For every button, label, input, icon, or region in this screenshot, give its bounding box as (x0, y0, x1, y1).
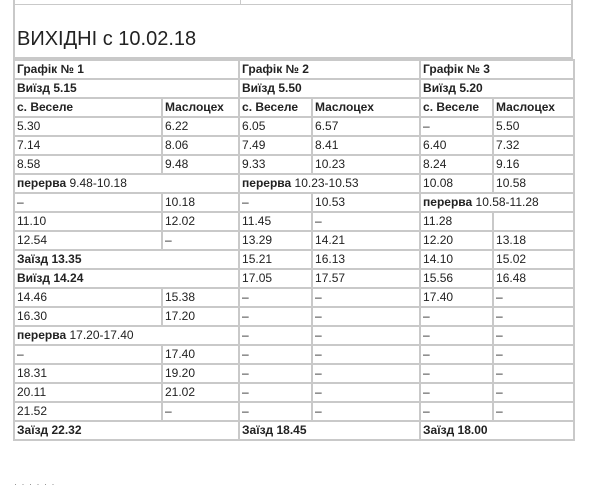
cell: – (239, 307, 312, 326)
cell: 18.31 (14, 364, 162, 383)
cell: 14.21 (312, 231, 420, 250)
cell: 8.24 (420, 155, 493, 174)
table-row (14, 326, 574, 345)
final-2: Заїзд 18.45 (239, 421, 420, 440)
table-row (14, 193, 574, 212)
cell: 10.23 (312, 155, 420, 174)
cell: – (493, 307, 574, 326)
table-row (14, 155, 574, 174)
cell: 12.54 (14, 231, 162, 250)
cell: – (162, 231, 239, 250)
depot-out-1: Виїзд 14.24 (14, 269, 239, 288)
cell: 13.18 (493, 231, 574, 250)
col-from-3: с. Веселе (420, 98, 493, 117)
cell: – (493, 383, 574, 402)
cell (493, 212, 574, 231)
cell: – (312, 383, 420, 402)
cell: – (420, 383, 493, 402)
table-row (14, 269, 574, 288)
cell: 12.20 (420, 231, 493, 250)
cell: 5.50 (493, 117, 574, 136)
cell: – (420, 326, 493, 345)
break-label: перерва (423, 195, 473, 209)
table-row (14, 79, 574, 98)
col-to-3: Маслоцех (493, 98, 574, 117)
cell: 7.32 (493, 136, 574, 155)
break-cell-2 (239, 174, 420, 193)
route-header-2: Графік № 2 (239, 60, 420, 79)
cell: 6.40 (420, 136, 493, 155)
cell: – (239, 364, 312, 383)
cell: 17.57 (312, 269, 420, 288)
break-label: перерва (17, 176, 67, 190)
schedule-frame (13, 0, 573, 441)
cell: 19.20 (162, 364, 239, 383)
cell: 11.45 (239, 212, 312, 231)
cell: – (239, 345, 312, 364)
cell: 21.52 (14, 402, 162, 421)
cell: – (312, 364, 420, 383)
break-cell-1 (14, 174, 239, 193)
cell: – (312, 307, 420, 326)
cell: 9.16 (493, 155, 574, 174)
break-time: 9.48-10.18 (69, 176, 127, 190)
footer-fragment: · · · · · · (14, 479, 56, 489)
break-label: перерва (17, 328, 67, 342)
cell: – (239, 193, 312, 212)
cell: – (239, 402, 312, 421)
cell: 7.14 (14, 136, 162, 155)
cell: 8.58 (14, 155, 162, 174)
cell: – (493, 402, 574, 421)
cell: 10.53 (312, 193, 420, 212)
cell: 10.58 (493, 174, 574, 193)
table-row (14, 98, 574, 117)
title-box (13, 5, 573, 59)
table-row (14, 307, 574, 326)
cell: 11.10 (14, 212, 162, 231)
cell: 5.30 (14, 117, 162, 136)
table-row (14, 117, 574, 136)
cell: – (239, 383, 312, 402)
cell: – (312, 288, 420, 307)
cell: 6.57 (312, 117, 420, 136)
cell: – (312, 212, 420, 231)
cell: 11.28 (420, 212, 493, 231)
cell: – (493, 288, 574, 307)
table-row (14, 212, 574, 231)
cell: 16.13 (312, 250, 420, 269)
cell: 16.48 (493, 269, 574, 288)
table-row (14, 136, 574, 155)
cell: 8.06 (162, 136, 239, 155)
route-header-3: Графік № 3 (420, 60, 574, 79)
cell: – (420, 402, 493, 421)
table-row (14, 421, 574, 440)
cell: – (312, 326, 420, 345)
break-cell-3 (420, 193, 574, 212)
cell: 6.22 (162, 117, 239, 136)
table-row (14, 402, 574, 421)
cell: – (420, 307, 493, 326)
cell: 7.49 (239, 136, 312, 155)
page-title: ВИХІДНІ с 10.02.18 (17, 28, 197, 50)
cell: 15.56 (420, 269, 493, 288)
table-row (14, 383, 574, 402)
cell: 14.46 (14, 288, 162, 307)
table-row (14, 231, 574, 250)
table-row (14, 174, 574, 193)
cell: – (14, 345, 162, 364)
cell: 6.05 (239, 117, 312, 136)
cell: 15.38 (162, 288, 239, 307)
cell: – (14, 193, 162, 212)
table-row (14, 288, 574, 307)
cell: – (420, 117, 493, 136)
col-to-1: Маслоцех (162, 98, 239, 117)
cell: – (493, 364, 574, 383)
cell: – (239, 288, 312, 307)
cell: – (239, 326, 312, 345)
final-1: Заїзд 22.32 (14, 421, 239, 440)
break-cell-1b (14, 326, 239, 345)
cell: 17.40 (420, 288, 493, 307)
cell: 10.08 (420, 174, 493, 193)
cell: 17.40 (162, 345, 239, 364)
col-from-1: с. Веселе (14, 98, 162, 117)
cell: 12.02 (162, 212, 239, 231)
cell: 13.29 (239, 231, 312, 250)
table-row (14, 364, 574, 383)
cell: – (312, 345, 420, 364)
cell: 9.48 (162, 155, 239, 174)
table-row (14, 250, 574, 269)
break-time: 10.23-10.53 (294, 176, 359, 190)
cell: 14.10 (420, 250, 493, 269)
schedule-table (13, 59, 575, 441)
cell: – (420, 364, 493, 383)
departure-3: Виїзд 5.20 (420, 79, 574, 98)
break-time: 17.20-17.40 (69, 328, 134, 342)
break-time: 10.58-11.28 (475, 195, 539, 209)
top-border (13, 0, 573, 5)
cell: 15.21 (239, 250, 312, 269)
departure-2: Виїзд 5.50 (239, 79, 420, 98)
cell: 17.05 (239, 269, 312, 288)
cell: – (493, 345, 574, 364)
col-to-2: Маслоцех (312, 98, 420, 117)
table-row (14, 60, 574, 79)
departure-1: Виїзд 5.15 (14, 79, 239, 98)
cell: – (312, 402, 420, 421)
table-row (14, 345, 574, 364)
cell: 17.20 (162, 307, 239, 326)
cell: – (420, 345, 493, 364)
depot-in-1: Заїзд 13.35 (14, 250, 239, 269)
cell: – (162, 402, 239, 421)
col-from-2: с. Веселе (239, 98, 312, 117)
cell: 8.41 (312, 136, 420, 155)
cell: – (493, 326, 574, 345)
break-label: перерва (242, 176, 292, 190)
cell: 21.02 (162, 383, 239, 402)
final-3: Заїзд 18.00 (420, 421, 574, 440)
cell: 10.18 (162, 193, 239, 212)
cell: 9.33 (239, 155, 312, 174)
cell: 16.30 (14, 307, 162, 326)
cell: 20.11 (14, 383, 162, 402)
cell: 15.02 (493, 250, 574, 269)
route-header-1: Графік № 1 (14, 60, 239, 79)
